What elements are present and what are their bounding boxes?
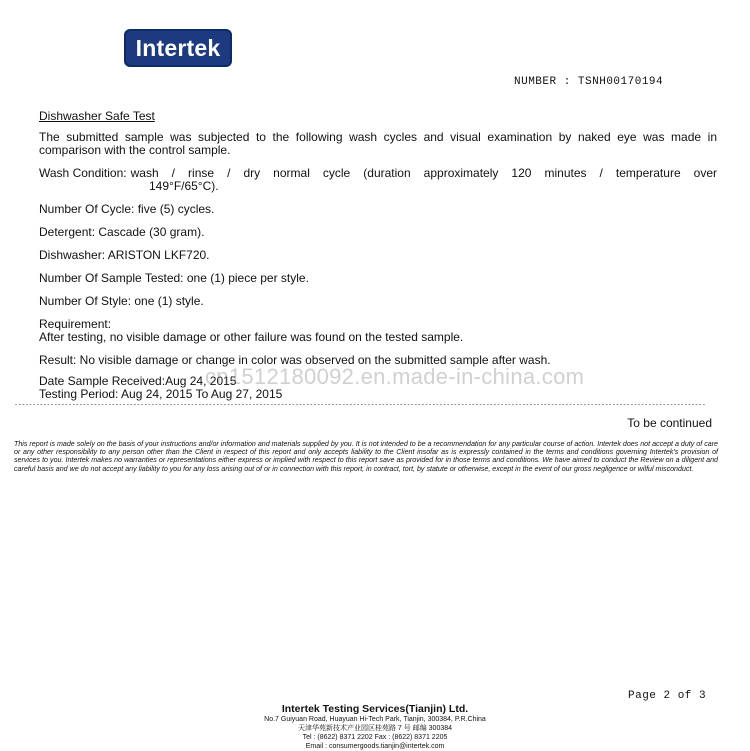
intertek-logo: Intertek	[124, 29, 232, 67]
report-body	[39, 110, 717, 401]
continued-note: To be continued	[627, 416, 712, 430]
wash-condition	[39, 167, 717, 180]
footer-email: Email : consumergoods.tianjin@intertek.com	[305, 743, 445, 750]
detergent: Detergent: Cascade (30 gram).	[39, 225, 205, 239]
footer-company: Intertek Testing Services(Tianjin) Ltd.	[281, 703, 469, 715]
date-received: Date Sample Received:Aug 24, 2015	[39, 374, 237, 388]
footer-phone: Tel : (8622) 8371 2202 Fax : (8622) 8371 2205	[302, 734, 448, 741]
wash-condition-line1: wash / rinse / dry normal cycle (duration approximately 120 minutes / temperature over	[130, 166, 717, 180]
dishwasher: Dishwasher: ARISTON LKF720.	[39, 248, 210, 262]
wash-condition-line2: 149°F/65°C).	[149, 179, 219, 193]
footer-address-cn: 天津华苑新技术产业园区桂苑路 7 号 邮编 300384	[297, 725, 453, 732]
disclaimer: This report is made solely on the basis of your instructions and/or information and materials supplied by you. It is not intended to be a recommendation for any particular course of action. Intertek does not accept a duty of care or any other responsibility to any person other than the Client in respect of this report and only accepts liability to the Client insofar as is expressly contained in the terms and conditions governing Intertek's provision of services to you. Intertek makes no warranties or representations either express or implied with respect to this report save as provided for in those terms and conditions. We have aimed to conduct the Review on a diligent and careful basis and we do not accept any liability to you for any loss arising out of or in connection with this report, in contract, tort, by statute or otherwise, except in the event of our gross negligence or wilful misconduct.	[14, 440, 718, 473]
watermark: cn1512180092.en.made-in-china.com	[205, 364, 585, 389]
requirement-label: Requirement:	[39, 317, 112, 331]
number-of-sample: Number Of Sample Tested: one (1) piece per style.	[39, 271, 309, 285]
testing-period: Testing Period: Aug 24, 2015 To Aug 27, 2015	[39, 387, 283, 401]
section-title: Dishwasher Safe Test	[39, 109, 155, 123]
page-number: Page 2 of 3	[628, 690, 707, 702]
number-of-style: Number Of Style: one (1) style.	[39, 294, 204, 308]
asterisk-divider: ************************************************************************************************************************************************************************************************	[14, 404, 706, 410]
footer-address-en: No.7 Guiyuan Road, Huayuan Hi-Tech Park, Tianjin, 300384, P.R.China	[264, 716, 486, 723]
wash-condition-label: Wash Condition:	[39, 166, 127, 180]
report-number: NUMBER : TSNH00170194	[514, 76, 664, 88]
footer	[180, 703, 570, 751]
number-of-cycle: Number Of Cycle: five (5) cycles.	[39, 202, 215, 216]
intro-paragraph: The submitted sample was subjected to the following wash cycles and visual examination by naked eye was made in comparison with the control sample.	[39, 130, 717, 157]
result: Result: No visible damage or change in color was observed on the submitted sample after wash.	[39, 353, 551, 367]
requirement-text: After testing, no visible damage or other failure was found on the tested sample.	[39, 330, 464, 344]
